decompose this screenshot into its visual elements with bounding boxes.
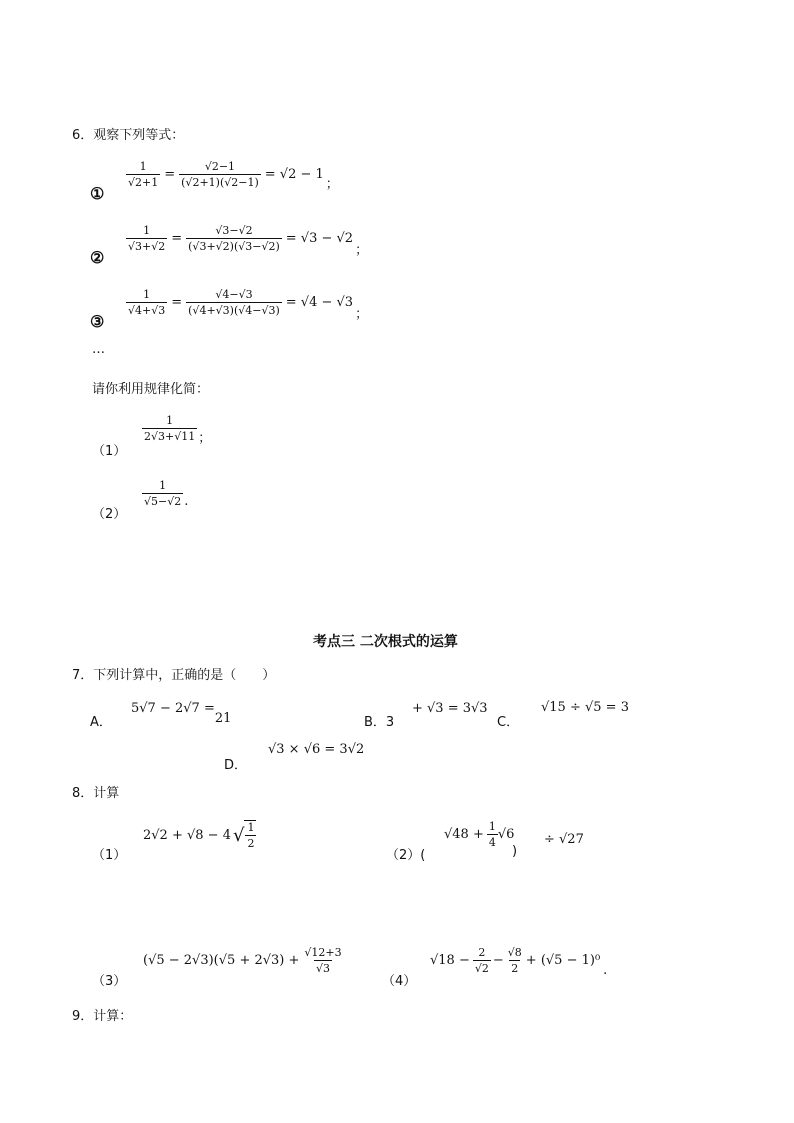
option-d-expression: √3 × √6 = 3√2 — [268, 742, 365, 757]
expression-text: √18 − — [430, 953, 470, 968]
q6-title: 6．观察下列等式： — [72, 128, 185, 143]
expression-text: 2√2 + √8 − 4 — [143, 827, 231, 843]
denominator: √2+1 — [128, 176, 159, 189]
numerator: 1 — [143, 288, 151, 301]
q8-part-3-expression — [143, 946, 344, 975]
q8-part-2-tail: ÷ √27 — [544, 832, 584, 847]
q8-part-2-expression — [444, 820, 514, 849]
numerator: √3−√2 — [215, 224, 253, 237]
denominator: √2 — [474, 962, 489, 975]
numerator: 1 — [166, 414, 174, 427]
part-label-2: （2） — [92, 507, 127, 522]
equation-2 — [126, 224, 369, 258]
equation-rhs: = √2 − 1 — [264, 167, 324, 182]
option-d-label: D． — [224, 758, 248, 773]
numerator: √8 — [507, 946, 522, 959]
fraction — [179, 160, 261, 189]
numerator: √4−√3 — [215, 288, 253, 301]
fraction — [142, 414, 197, 443]
option-b-label: B．3 — [364, 715, 395, 730]
q9-title: 9．计算： — [72, 1009, 133, 1024]
denominator: 4 — [488, 836, 496, 849]
denominator: √5−√2 — [144, 495, 182, 508]
denominator: (√4+√3)(√4−√3) — [188, 304, 280, 317]
numerator: √12+3 — [304, 946, 342, 959]
denominator: (√3+√2)(√3−√2) — [188, 240, 280, 253]
denominator: 2 — [247, 837, 255, 850]
section-heading: 考点三 二次根式的运算 — [313, 634, 458, 650]
fraction — [302, 946, 343, 975]
denominator: 2 — [511, 962, 519, 975]
equals-sign: = — [171, 295, 183, 310]
equation-rhs: = √3 − √2 — [285, 231, 354, 246]
equation-end: ； — [325, 177, 339, 192]
q8-part-label-4: （4） — [382, 974, 417, 989]
fraction — [126, 224, 167, 253]
numerator: 2 — [478, 946, 486, 959]
part-expression-2 — [142, 479, 188, 508]
expression-text: (√5 − 2√3)(√5 + 2√3) + — [143, 953, 300, 968]
equation-1 — [126, 160, 339, 192]
option-c-label: C． — [497, 715, 520, 730]
denominator: 2√3+√11 — [144, 430, 196, 443]
equals-sign: = — [171, 231, 183, 246]
expression-end: . — [603, 963, 608, 978]
option-b-expression: + √3 = 3√3 — [412, 701, 488, 716]
option-a-expression — [131, 701, 232, 726]
fraction — [487, 820, 498, 849]
minus-sign: − — [492, 953, 504, 968]
q7-title: 7．下列计算中，正确的是（ ） — [72, 668, 276, 683]
fraction — [142, 479, 183, 508]
part-label-1: （1） — [92, 444, 127, 459]
q8-part-label-3: （3） — [92, 974, 127, 989]
fraction — [244, 820, 256, 850]
sqrt-icon: √ — [232, 824, 245, 846]
q8-part-4-expression — [430, 946, 608, 978]
expression-text: + (√5 − 1)⁰ — [525, 953, 601, 968]
numerator: 1 — [143, 224, 151, 237]
expression-text: √6 — [497, 827, 515, 842]
numerator: 1 — [159, 479, 167, 492]
numerator: 1 — [139, 160, 147, 173]
fraction — [126, 288, 167, 317]
denominator: (√2+1)(√2−1) — [181, 176, 259, 189]
numerator: 1 — [488, 820, 496, 833]
ellipsis: … — [92, 342, 105, 357]
fraction — [186, 288, 282, 317]
q8-part-label-2: （2）( — [386, 848, 426, 863]
part-end: . — [184, 494, 189, 509]
fraction — [473, 946, 491, 975]
q8-part-1-expression — [143, 820, 256, 850]
equation-rhs: = √4 − √3 — [285, 295, 354, 310]
q8-title: 8．计算 — [72, 786, 120, 801]
equation-end: ； — [355, 243, 369, 258]
fraction — [506, 946, 524, 975]
q8-part-label-1: （1） — [92, 848, 127, 863]
option-c-expression: √15 ÷ √5 = 3 — [541, 700, 629, 715]
fraction — [186, 224, 282, 253]
item-marker-1: ① — [90, 184, 105, 203]
option-a-result: 21 — [214, 711, 232, 726]
equals-sign: = — [164, 167, 176, 182]
fraction — [126, 160, 160, 189]
item-marker-2: ② — [90, 248, 105, 267]
q8-part-2-close: ) — [512, 844, 518, 859]
option-a-expr: 5√7 − 2√7 = — [131, 701, 215, 716]
equation-3 — [126, 288, 369, 322]
denominator: √3+√2 — [128, 240, 166, 253]
part-expression-1 — [142, 414, 212, 446]
denominator: √4+√3 — [128, 304, 166, 317]
expression-text: √48 + — [444, 827, 484, 842]
item-marker-3: ③ — [90, 312, 105, 331]
simplify-prompt: 请你利用规律化简： — [92, 382, 210, 397]
equation-end: ； — [355, 307, 369, 322]
denominator: √3 — [316, 962, 331, 975]
part-end: ； — [198, 431, 212, 446]
numerator: 1 — [247, 821, 255, 834]
option-a-label: A． — [90, 715, 112, 730]
numerator: √2−1 — [204, 160, 236, 173]
